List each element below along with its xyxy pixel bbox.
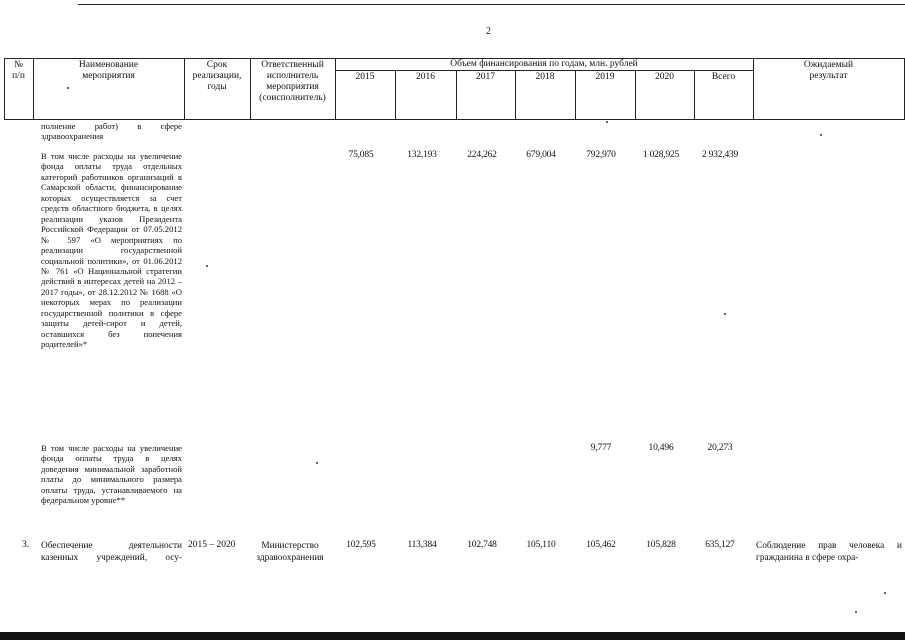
header-year-2017: 2017: [476, 72, 495, 82]
row-3-value-2016: 113,384: [407, 540, 437, 550]
row-subitem-2-value-2019: 9,777: [590, 443, 612, 453]
header-border: [335, 70, 753, 71]
row-subitem-1-value-2018: 679,004: [526, 150, 556, 160]
header-year-total: Всего: [711, 72, 736, 82]
top-rule: [78, 4, 905, 5]
row-subitem-2-name: В том числе расходы на увеличение фонда оплаты труда в целях доведения минимальной заработной платы до минимального размера оплаты труда, устанавливаемого на федеральном уровне**: [41, 443, 182, 506]
row-3-value-2019: 105,462: [586, 540, 616, 550]
row-3-value-2018: 105,110: [526, 540, 556, 550]
header-col-name: Наименование мероприятия: [78, 60, 139, 81]
row-subitem-1-name: В том числе расходы на увеличение фонда оплаты труда отдельных категорий работников организаций в Самарской области, финансирование которых осуществляется за счет средств областного бюджета, в целях реализации указов Президента Российской Федерации от 07.05.2012 № 597 «О мероприятиях по реализации государственной социальной политики», от 01.06.2012 № 761 «О Национальной стратегии действий в интересах детей на 2012 – 2017 годы», от 28.12.2012 № 1688 «О некоторых мерах по реализации государственной политики в сфере защиты детей-сирот и детей, оставшихся без попечения родителей»*: [41, 151, 182, 350]
scan-speck: [820, 134, 822, 136]
row-subitem-1-value-2020: 1 028,925: [642, 150, 680, 160]
scan-speck: [855, 611, 857, 613]
scan-speck: [606, 121, 608, 123]
row-3-responsible: Министерство здравоохранения: [256, 541, 324, 563]
row-3-name: Обеспечение деятельности казенных учреждений, осу-: [41, 541, 182, 563]
row-subitem-1-value-2017: 224,262: [467, 150, 497, 160]
row-subitem-1-value-total: 2 932,439: [701, 150, 739, 160]
header-year-2016: 2016: [416, 72, 435, 82]
header-col-term: Срок реализации, годы: [192, 60, 242, 92]
row-3-number: 3.: [22, 540, 30, 550]
header-col-no: № п/п: [12, 60, 25, 81]
scan-speck: [724, 313, 726, 315]
scan-speck: [206, 265, 208, 267]
header-col-funding: Объем финансирования по годам, млн. рублей: [450, 59, 638, 69]
row-subitem-2-value-total: 20,273: [707, 443, 733, 453]
row-subitem-1-value-2016: 132,193: [407, 150, 437, 160]
scan-bottom-edge: [0, 632, 905, 640]
row-3-result: Соблюдение прав человека и гражданина в сфере охра-: [756, 541, 902, 563]
header-col-responsible: Ответственный исполнитель мероприятия (соисполнитель): [259, 60, 326, 103]
scan-speck: [316, 462, 318, 464]
header-year-2019: 2019: [595, 72, 615, 82]
row-subitem-1-value-2019: 792,970: [586, 150, 616, 160]
page-number: 2: [486, 26, 491, 37]
row-subitem-1-value-2015: 75,085: [348, 150, 374, 160]
scan-speck: [884, 592, 886, 594]
row-3-value-2020: 105,828: [646, 540, 676, 550]
row-3-value-2017: 102,748: [467, 540, 497, 550]
row-3-term: 2015 – 2020: [188, 540, 236, 550]
row-subitem-2-value-2020: 10,496: [648, 443, 674, 453]
row-continuation-name: полнение работ) в сфере здравоохранения: [41, 121, 182, 142]
header-col-result: Ожидаемый результат: [803, 60, 854, 81]
header-year-2015: 2015: [355, 72, 375, 82]
scan-speck: [67, 87, 69, 89]
row-3-value-2015: 102,595: [346, 540, 376, 550]
row-3-value-total: 635,127: [705, 540, 735, 550]
header-year-2018: 2018: [535, 72, 555, 82]
table-header: [4, 58, 905, 120]
header-year-2020: 2020: [655, 72, 674, 82]
